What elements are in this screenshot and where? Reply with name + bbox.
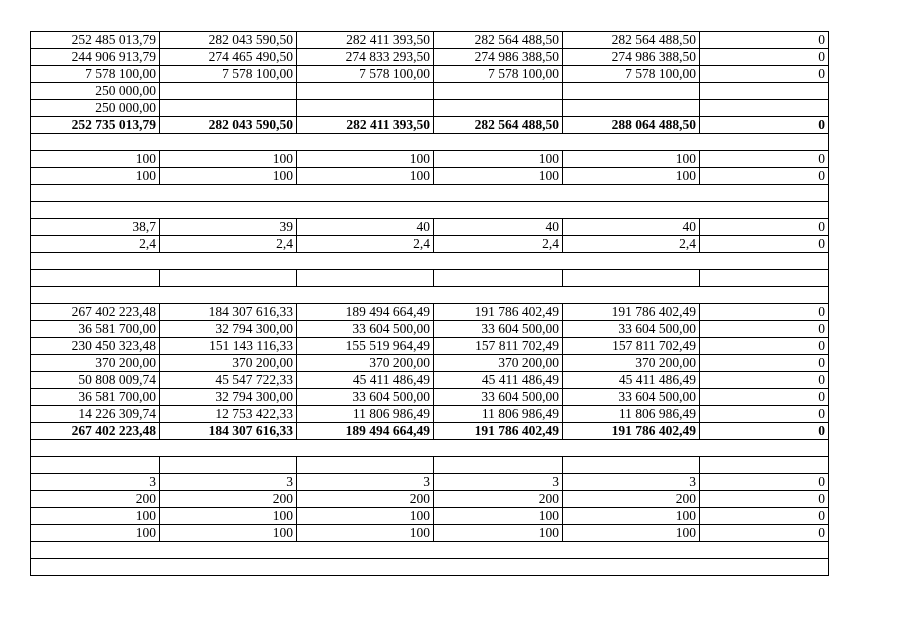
table-cell: 45 411 486,49 — [297, 372, 434, 389]
table-cell: 282 564 488,50 — [563, 32, 700, 49]
table-cell: 3 — [160, 474, 297, 491]
table-cell: 100 — [297, 508, 434, 525]
table-row — [31, 219, 829, 236]
blank-cell — [31, 134, 829, 151]
table-cell: 274 465 490,50 — [160, 49, 297, 66]
table-row — [31, 168, 829, 185]
blank-row — [31, 185, 829, 202]
table-cell: 100 — [31, 168, 160, 185]
table-cell: 0 — [700, 32, 829, 49]
total-row — [31, 117, 829, 134]
table-row — [31, 457, 829, 474]
table-cell — [700, 83, 829, 100]
table-cell: 2,4 — [563, 236, 700, 253]
table-cell: 45 411 486,49 — [563, 372, 700, 389]
table-cell: 45 547 722,33 — [160, 372, 297, 389]
table-cell: 7 578 100,00 — [434, 66, 563, 83]
blank-row — [31, 202, 829, 219]
table-cell: 33 604 500,00 — [563, 389, 700, 406]
table-row — [31, 236, 829, 253]
table-cell: 12 753 422,33 — [160, 406, 297, 423]
table-cell: 33 604 500,00 — [297, 321, 434, 338]
table-row — [31, 151, 829, 168]
table-row — [31, 83, 829, 100]
table-cell: 100 — [31, 525, 160, 542]
blank-row — [31, 542, 829, 559]
table-cell: 191 786 402,49 — [434, 423, 563, 440]
table-row — [31, 32, 829, 49]
table-cell: 0 — [700, 219, 829, 236]
table-cell: 40 — [563, 219, 700, 236]
table-cell: 0 — [700, 406, 829, 423]
blank-row — [31, 253, 829, 270]
table-cell: 191 786 402,49 — [434, 304, 563, 321]
table-cell: 274 986 388,50 — [563, 49, 700, 66]
table-cell: 36 581 700,00 — [31, 389, 160, 406]
table-cell: 100 — [160, 525, 297, 542]
table-cell: 100 — [434, 151, 563, 168]
table-cell: 100 — [563, 525, 700, 542]
table-row — [31, 338, 829, 355]
table-cell: 0 — [700, 423, 829, 440]
table-row — [31, 49, 829, 66]
table-cell: 3 — [297, 474, 434, 491]
table-cell: 100 — [563, 151, 700, 168]
table-row — [31, 508, 829, 525]
table-cell: 370 200,00 — [434, 355, 563, 372]
table-cell: 100 — [160, 151, 297, 168]
table-cell: 157 811 702,49 — [434, 338, 563, 355]
blank-cell — [31, 440, 829, 457]
table-cell: 0 — [700, 117, 829, 134]
table-cell — [563, 457, 700, 474]
table-cell: 250 000,00 — [31, 100, 160, 117]
blank-row — [31, 559, 829, 576]
blank-row — [31, 287, 829, 304]
table-cell: 184 307 616,33 — [160, 304, 297, 321]
table-cell: 0 — [700, 49, 829, 66]
table-cell: 100 — [297, 525, 434, 542]
table-cell: 184 307 616,33 — [160, 423, 297, 440]
table-row — [31, 304, 829, 321]
table-cell: 282 411 393,50 — [297, 117, 434, 134]
table-cell: 38,7 — [31, 219, 160, 236]
table-cell: 0 — [700, 355, 829, 372]
table-cell — [700, 270, 829, 287]
financial-table — [30, 31, 829, 576]
table-row — [31, 491, 829, 508]
table-row — [31, 406, 829, 423]
table-cell: 0 — [700, 372, 829, 389]
table-cell: 100 — [31, 151, 160, 168]
table-row — [31, 100, 829, 117]
table-cell: 282 043 590,50 — [160, 32, 297, 49]
table-cell: 0 — [700, 66, 829, 83]
table-cell: 191 786 402,49 — [563, 423, 700, 440]
table-cell — [434, 100, 563, 117]
table-cell: 32 794 300,00 — [160, 321, 297, 338]
table-cell: 155 519 964,49 — [297, 338, 434, 355]
table-cell: 100 — [160, 168, 297, 185]
table-cell: 100 — [434, 508, 563, 525]
table-cell — [434, 457, 563, 474]
table-cell — [434, 83, 563, 100]
table-cell: 370 200,00 — [31, 355, 160, 372]
table-cell: 11 806 986,49 — [297, 406, 434, 423]
table-cell — [563, 270, 700, 287]
table-row — [31, 389, 829, 406]
table-cell: 33 604 500,00 — [297, 389, 434, 406]
blank-cell — [31, 287, 829, 304]
table-row — [31, 474, 829, 491]
table-cell: 200 — [434, 491, 563, 508]
blank-cell — [31, 185, 829, 202]
table-cell: 50 808 009,74 — [31, 372, 160, 389]
table-cell: 3 — [434, 474, 563, 491]
table-cell: 36 581 700,00 — [31, 321, 160, 338]
table-cell: 100 — [434, 525, 563, 542]
table-cell: 282 043 590,50 — [160, 117, 297, 134]
total-row — [31, 423, 829, 440]
table-cell: 191 786 402,49 — [563, 304, 700, 321]
table-cell: 0 — [700, 168, 829, 185]
table-cell: 2,4 — [160, 236, 297, 253]
blank-cell — [31, 559, 829, 576]
table-cell: 11 806 986,49 — [434, 406, 563, 423]
table-cell: 370 200,00 — [297, 355, 434, 372]
table-row — [31, 525, 829, 542]
table-cell: 200 — [563, 491, 700, 508]
table-cell: 0 — [700, 338, 829, 355]
table-row — [31, 270, 829, 287]
table-cell: 200 — [160, 491, 297, 508]
table-cell — [160, 270, 297, 287]
table-cell: 189 494 664,49 — [297, 304, 434, 321]
table-cell: 230 450 323,48 — [31, 338, 160, 355]
table-cell — [160, 100, 297, 117]
table-cell: 0 — [700, 525, 829, 542]
table-cell: 200 — [31, 491, 160, 508]
table-cell — [563, 83, 700, 100]
table-cell: 2,4 — [31, 236, 160, 253]
table-cell: 45 411 486,49 — [434, 372, 563, 389]
table-cell: 100 — [563, 168, 700, 185]
table-cell: 370 200,00 — [563, 355, 700, 372]
table-cell: 157 811 702,49 — [563, 338, 700, 355]
table-cell: 39 — [160, 219, 297, 236]
table-cell: 32 794 300,00 — [160, 389, 297, 406]
table-cell — [700, 457, 829, 474]
table-cell — [700, 100, 829, 117]
table-cell: 151 143 116,33 — [160, 338, 297, 355]
table-row — [31, 372, 829, 389]
table-cell: 7 578 100,00 — [160, 66, 297, 83]
table-cell: 274 986 388,50 — [434, 49, 563, 66]
table-body — [31, 32, 829, 576]
table-cell: 14 226 309,74 — [31, 406, 160, 423]
table-cell — [297, 83, 434, 100]
table-cell: 0 — [700, 508, 829, 525]
table-cell — [160, 457, 297, 474]
table-cell: 40 — [434, 219, 563, 236]
table-cell: 11 806 986,49 — [563, 406, 700, 423]
table-cell — [297, 100, 434, 117]
table-cell: 100 — [297, 168, 434, 185]
table-cell: 100 — [563, 508, 700, 525]
table-cell — [563, 100, 700, 117]
table-cell — [434, 270, 563, 287]
table-cell: 100 — [434, 168, 563, 185]
table-cell: 3 — [31, 474, 160, 491]
table-row — [31, 321, 829, 338]
table-cell: 3 — [563, 474, 700, 491]
table-row — [31, 355, 829, 372]
blank-cell — [31, 542, 829, 559]
table-cell: 288 064 488,50 — [563, 117, 700, 134]
table-cell: 100 — [160, 508, 297, 525]
blank-cell — [31, 202, 829, 219]
table-cell: 0 — [700, 491, 829, 508]
table-cell: 282 411 393,50 — [297, 32, 434, 49]
table-cell: 33 604 500,00 — [434, 321, 563, 338]
table-cell: 0 — [700, 474, 829, 491]
table-cell — [31, 457, 160, 474]
table-cell: 0 — [700, 389, 829, 406]
table-cell: 282 564 488,50 — [434, 32, 563, 49]
table-cell: 267 402 223,48 — [31, 423, 160, 440]
table-cell: 267 402 223,48 — [31, 304, 160, 321]
table-cell: 33 604 500,00 — [434, 389, 563, 406]
table-cell: 0 — [700, 321, 829, 338]
table-cell — [297, 457, 434, 474]
table-cell: 33 604 500,00 — [563, 321, 700, 338]
table-cell: 189 494 664,49 — [297, 423, 434, 440]
blank-cell — [31, 253, 829, 270]
table-cell: 370 200,00 — [160, 355, 297, 372]
table-cell: 200 — [297, 491, 434, 508]
table-cell: 250 000,00 — [31, 83, 160, 100]
table-cell: 40 — [297, 219, 434, 236]
table-cell: 282 564 488,50 — [434, 117, 563, 134]
table-cell — [31, 270, 160, 287]
table-cell: 252 735 013,79 — [31, 117, 160, 134]
table-cell: 252 485 013,79 — [31, 32, 160, 49]
table-row — [31, 66, 829, 83]
table-cell: 0 — [700, 151, 829, 168]
table-cell: 100 — [297, 151, 434, 168]
blank-row — [31, 440, 829, 457]
table-cell — [160, 83, 297, 100]
table-cell: 7 578 100,00 — [297, 66, 434, 83]
table-cell: 2,4 — [297, 236, 434, 253]
table-cell: 0 — [700, 304, 829, 321]
table-cell: 100 — [31, 508, 160, 525]
table-cell: 7 578 100,00 — [31, 66, 160, 83]
table-cell: 2,4 — [434, 236, 563, 253]
table-cell: 274 833 293,50 — [297, 49, 434, 66]
table-cell: 0 — [700, 236, 829, 253]
blank-row — [31, 134, 829, 151]
table-cell — [297, 270, 434, 287]
table-cell: 244 906 913,79 — [31, 49, 160, 66]
table-cell: 7 578 100,00 — [563, 66, 700, 83]
